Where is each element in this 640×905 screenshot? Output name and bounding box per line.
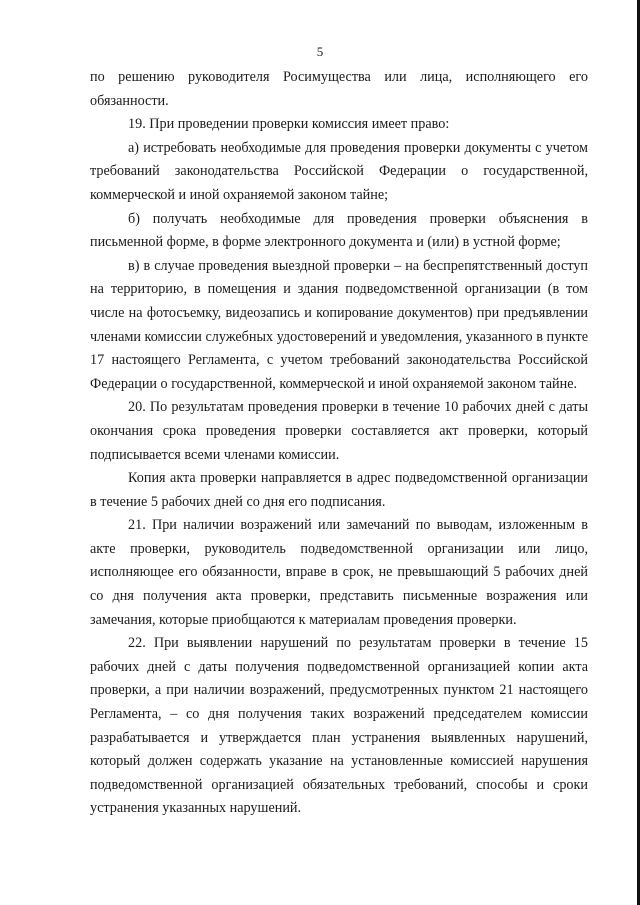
paragraph-item-19: 19. При проведении проверки комиссия имеет право:	[128, 116, 450, 133]
page-number: 5	[316, 44, 324, 59]
paragraph-subitem-a: а) истребовать необходимые для проведения проверки документы с учетом требований законодательства Российской Федерации о государственной, коммерческой и иной охраняемой законом тайне;	[90, 139, 588, 203]
paragraph-item-20: 20. По результатам проведения проверки в течение 10 рабочих дней с даты окончания срока проведения проверки составляется акт проверки, который подписывается всеми членами комиссии.	[90, 399, 588, 463]
paragraph-continuation: по решению руководителя Росимущества или лица, исполняющего его обязанности.	[90, 69, 588, 109]
paragraph-act-copy: Копия акта проверки направляется в адрес подведомственной организации в течение 5 рабочих дней со дня его подписания.	[90, 470, 588, 510]
paragraph-item-21: 21. При наличии возражений или замечаний по выводам, изложенным в акте проверки, руководитель подведомственной организации или лицо, исполняющее его обязанности, вправе в срок, не превышающий 5 рабочих дней со дня получения акта проверки, представить письменные возражения или замечания, которые приобщаются к материалам проведения проверки.	[90, 517, 588, 628]
paragraph-subitem-b: б) получать необходимые для проведения проверки объяснения в письменной форме, в форме электронного документа и (или) в устной форме;	[90, 210, 588, 251]
document-body	[90, 66, 588, 821]
paragraph-subitem-v: в) в случае проведения выездной проверки – на беспрепятственный доступ на территорию, в помещения и здания подведомственной организации (в том числе на фотосъемку, видеозапись и копирование документов) при предъявлении членами комиссии служебных удостоверений и уведомления, указанного в пункте 17 настоящего Регламента, с учетом требований законодательства Российской Федерации о государственной, коммерческой и иной охраняемой законом тайне.	[90, 257, 588, 392]
paragraph-item-22: 22. При выявлении нарушений по результатам проверки в течение 15 рабочих дней с даты получения подведомственной организацией копии акта проверки, а при наличии возражений, предусмотренных пунктом 21 настоящего Регламента, – со дня получения таких возражений председателем комиссии разрабатывается и утверждается план устранения выявленных нарушений, который должен содержать указание на установленные комиссией нарушения подведомственной организацией обязательных требований, способы и сроки устранения указанных нарушений.	[90, 635, 588, 817]
